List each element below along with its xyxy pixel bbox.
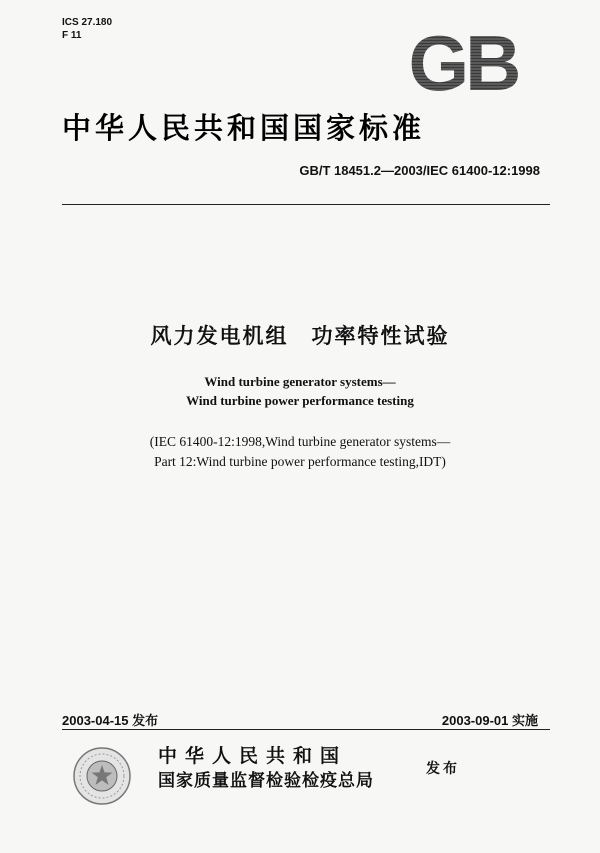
idt-reference-line2: Part 12:Wind turbine power performance testing,IDT) (154, 454, 446, 469)
ics-code: ICS 27.180 (62, 17, 113, 28)
national-standard-title: 中华人民共和国国家标准 (62, 111, 426, 145)
ccs-code: F 11 (62, 30, 82, 41)
gb-logo (402, 24, 524, 100)
english-title-line1: Wind turbine generator systems— (204, 374, 396, 389)
national-emblem-seal (72, 746, 132, 806)
footer-divider (62, 729, 550, 730)
publish-label: 发布 (426, 761, 460, 777)
english-title-line2: Wind turbine power performance testing (186, 393, 414, 408)
chinese-title: 风力发电机组 功率特性试验 (150, 324, 450, 348)
issue-date: 2003-04-15 发布 (62, 713, 159, 728)
issuer-agency: 国家质量监督检验检疫总局 (158, 771, 374, 791)
svg-text:GB: GB (408, 24, 518, 100)
classification-codes (62, 16, 112, 42)
standard-number: GB/T 18451.2—2003/IEC 61400-12:1998 (299, 163, 540, 178)
implementation-date: 2003-09-01 实施 (441, 713, 538, 728)
idt-reference-line1: (IEC 61400-12:1998,Wind turbine generator systems— (149, 434, 451, 449)
header-divider (62, 204, 550, 205)
issuer-country: 中华人民共和国 (158, 745, 348, 767)
